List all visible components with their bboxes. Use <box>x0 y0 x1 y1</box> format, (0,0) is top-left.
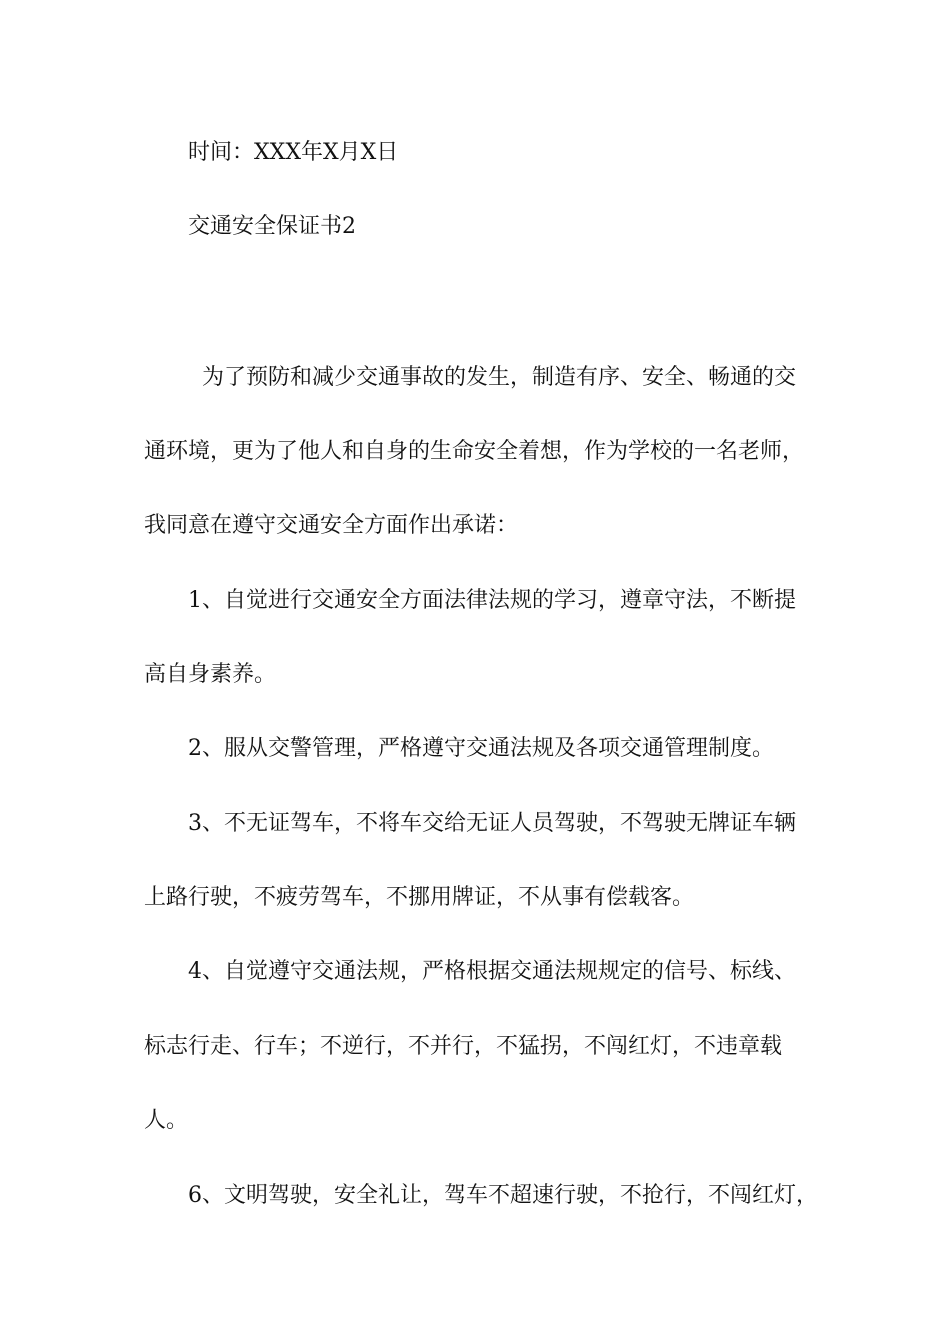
paragraph-intro-line-1: 为了预防和减少交通事故的发生，制造有序、安全、畅通的交 <box>202 365 797 390</box>
document-heading: 交通安全保证书2 <box>188 214 356 239</box>
item-4-line-3: 人。 <box>144 1108 189 1133</box>
item-3-line-1: 3、不无证驾车，不将车交给无证人员驾驶，不驾驶无牌证车辆 <box>188 811 796 836</box>
item-6-line-1: 6、文明驾驶，安全礼让，驾车不超速行驶，不抢行，不闯红灯， <box>188 1183 818 1208</box>
item-2-line-1: 2、服从交警管理，严格遵守交通法规及各项交通管理制度。 <box>188 736 774 761</box>
date-line: 时间：XXX年X月X日 <box>188 140 399 165</box>
item-4-line-2: 标志行走、行车；不逆行，不并行，不猛拐，不闯红灯，不违章载 <box>144 1034 783 1059</box>
paragraph-intro-line-2: 通环境，更为了他人和自身的生命安全着想，作为学校的一名老师， <box>144 439 805 464</box>
item-1-line-1: 1、自觉进行交通安全方面法律法规的学习，遵章守法，不断提 <box>188 588 796 613</box>
paragraph-intro-line-3: 我同意在遵守交通安全方面作出承诺： <box>144 513 519 538</box>
item-3-line-2: 上路行驶，不疲劳驾车，不挪用牌证，不从事有偿载客。 <box>144 885 695 910</box>
item-4-line-1: 4、自觉遵守交通法规，严格根据交通法规规定的信号、标线、 <box>188 959 796 984</box>
item-1-line-2: 高自身素养。 <box>144 662 277 687</box>
